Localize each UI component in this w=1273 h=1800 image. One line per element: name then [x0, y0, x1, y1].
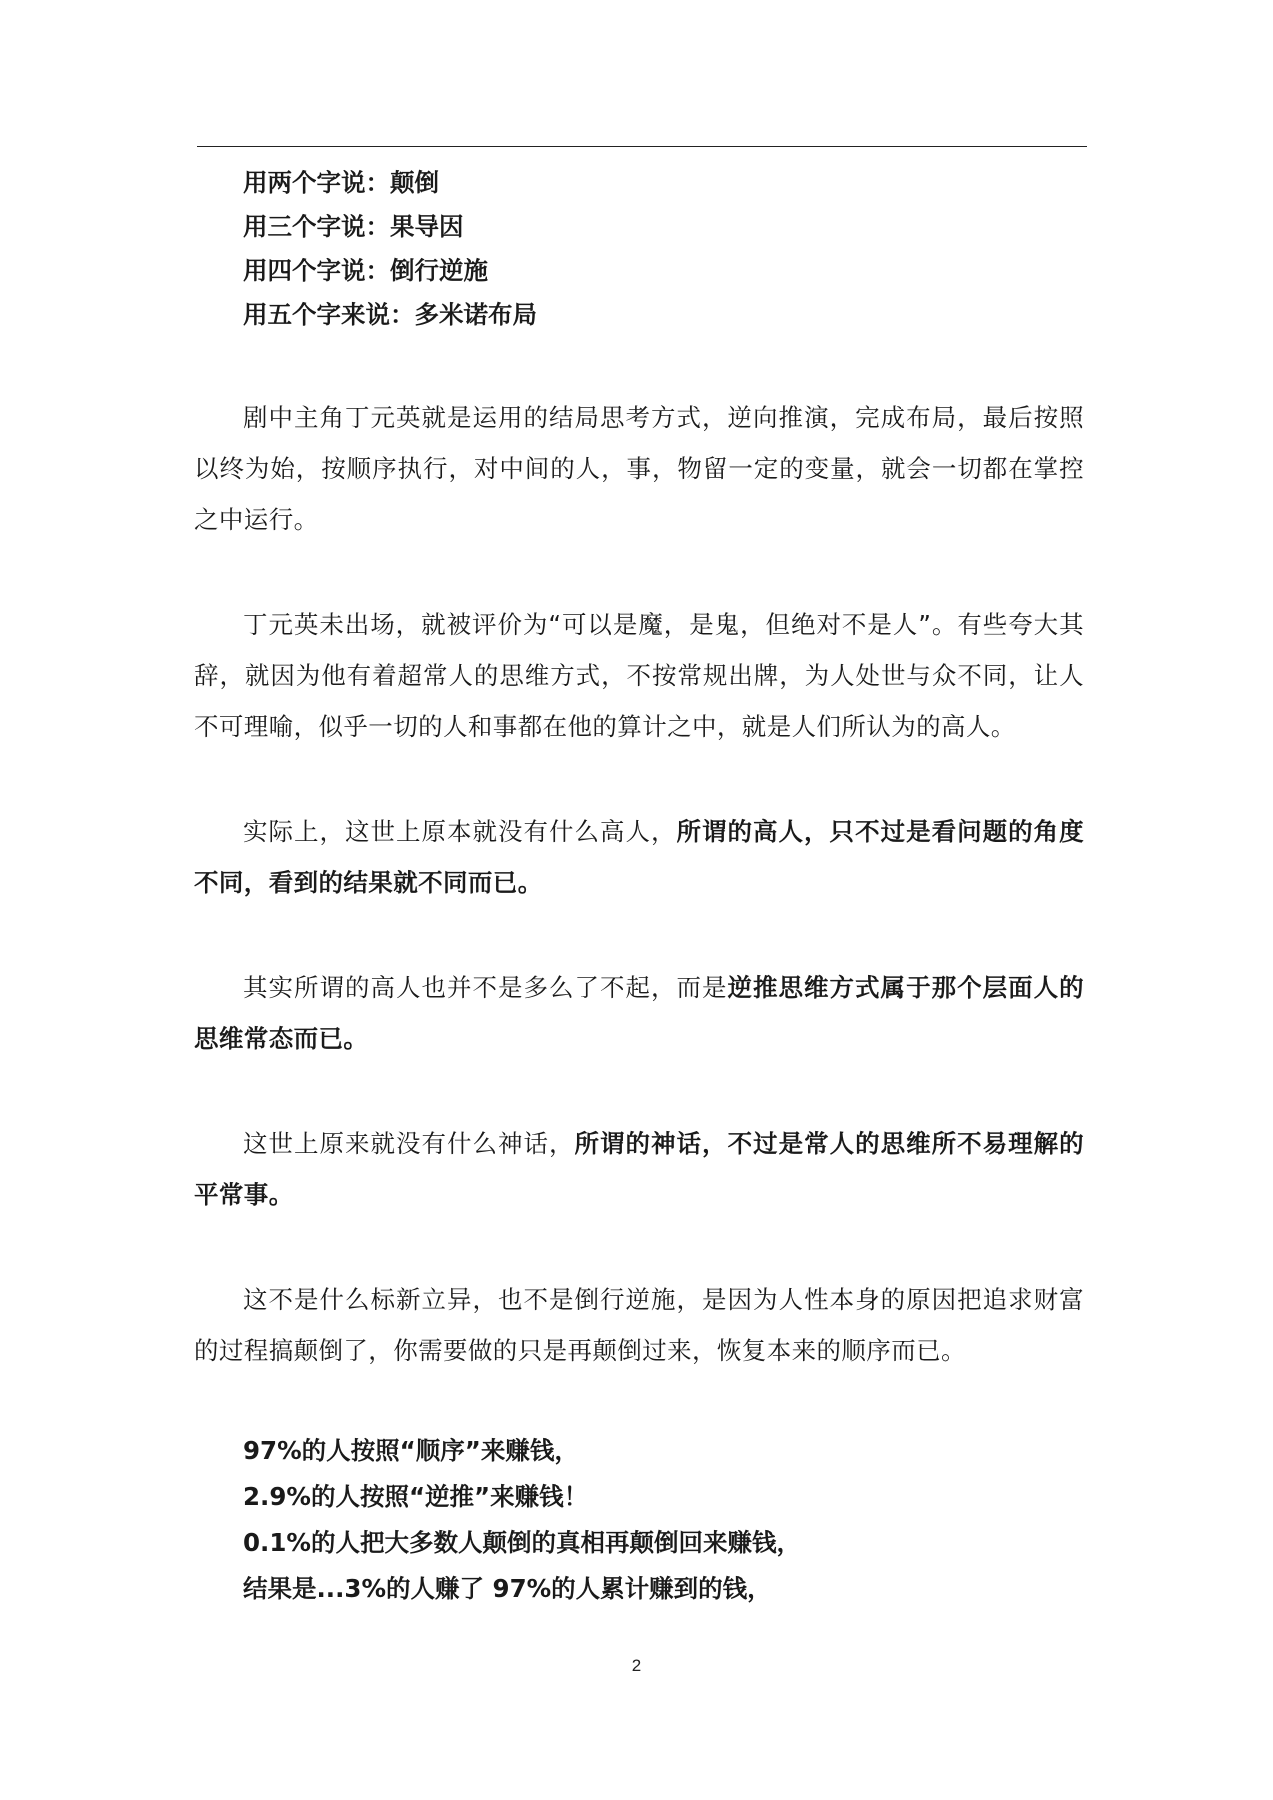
stat-result: 结果是...3%的人赚了 97%的人累计赚到的钱， [243, 1574, 772, 1603]
definition-five-chars: 用五个字来说：多米诺布局 [243, 300, 537, 329]
stat-0-1-percent: 0.1%的人把大多数人颠倒的真相再颠倒回来赚钱， [243, 1528, 801, 1557]
paragraph-masters-bold: 所谓的高人，只不过是看问题的角度不同，看到的结果就不同而已。 [194, 817, 1084, 897]
paragraph-masters [194, 806, 1084, 908]
definition-two-chars: 用两个字说：颠倒 [243, 168, 439, 197]
paragraph-reverse-thinking-plain: 其实所谓的高人也并不是多么了不起，而是 [243, 973, 728, 1002]
stat-97-percent: 97%的人按照“顺序”来赚钱， [243, 1436, 579, 1465]
paragraph-myth [194, 1118, 1084, 1220]
page-number: 2 [631, 1656, 642, 1675]
paragraph-reverse-thinking-bold: 逆推思维方式属于那个层面人的思维常态而已。 [194, 973, 1084, 1053]
paragraph-strategy: 剧中主角丁元英就是运用的结局思考方式，逆向推演，完成布局，最后按照以终为始，按顺序执行，对中间的人，事，物留一定的变量，就会一切都在掌控之中运行。 [194, 403, 1084, 534]
definition-three-chars: 用三个字说：果导因 [243, 212, 464, 241]
paragraph-ding-yuanying: 丁元英未出场，就被评价为“可以是魔，是鬼，但绝对不是人”。有些夸大其辞，就因为他有着超常人的思维方式，不按常规出牌，为人处世与众不同，让人不可理喻，似乎一切的人和事都在他的算计之中，就是人们所认为的高人。 [194, 610, 1084, 741]
stats-list [194, 1428, 1084, 1612]
definition-four-chars: 用四个字说：倒行逆施 [243, 256, 488, 285]
paragraph-wealth-order: 这不是什么标新立异，也不是倒行逆施，是因为人性本身的原因把追求财富的过程搞颠倒了，你需要做的只是再颠倒过来，恢复本来的顺序而已。 [194, 1285, 1084, 1365]
stat-2-9-percent: 2.9%的人按照“逆推”来赚钱！ [243, 1482, 589, 1511]
paragraph-masters-plain: 实际上，这世上原本就没有什么高人， [243, 817, 677, 846]
definition-list [194, 158, 1084, 340]
paragraph-myth-bold: 所谓的神话，不过是常人的思维所不易理解的平常事。 [194, 1129, 1085, 1209]
header-rule [197, 146, 1087, 147]
page-body [194, 158, 1084, 1612]
paragraph-myth-plain: 这世上原来就没有什么神话， [243, 1129, 575, 1158]
paragraph-reverse-thinking [194, 962, 1084, 1064]
